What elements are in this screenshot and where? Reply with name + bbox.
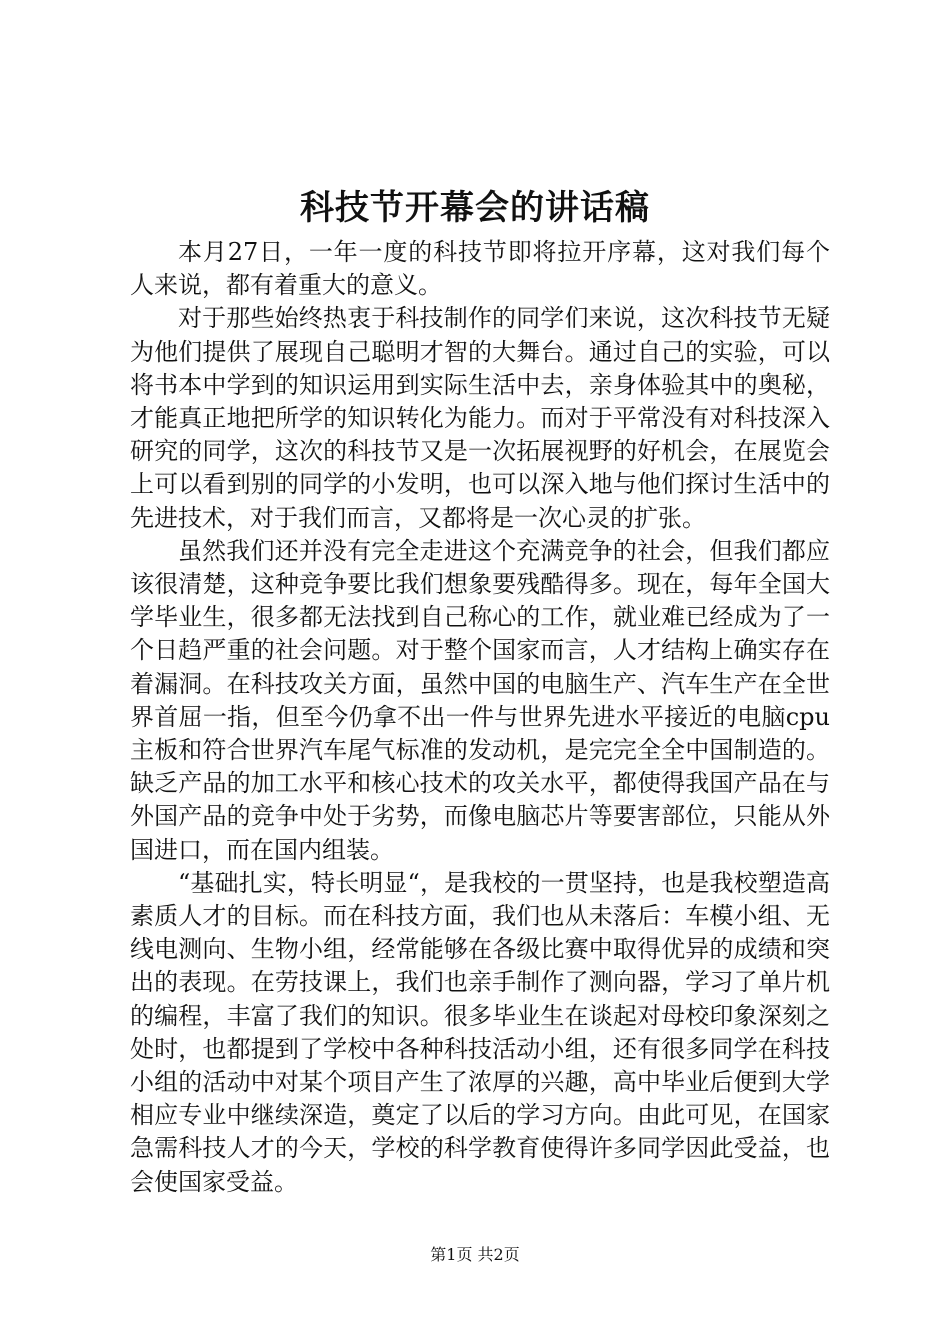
paragraph-3: 虽然我们还并没有完全走进这个充满竞争的社会，但我们都应该很清楚，这种竞争要比我们想象要残酷得多。现在，每年全国大学毕业生，很多都无法找到自己称心的工作，就业难已经成为了一个日趋严重的社会问题。对于整个国家而言，人才结构上确实存在着漏洞。在科技攻关方面，虽然中国的电脑生产、汽车生产在全世界首屈一指，但至今仍拿不出一件与世界先进水平接近的电脑cpu主板和符合世界汽车尾气标准的发动机，是完完全全中国制造的。缺乏产品的加工水平和核心技术的攻关水平，都使得我国产品在与外国产品的竞争中处于劣势，而像电脑芯片等要害部位，只能从外国进口，而在国内组装。	[130, 536, 830, 864]
paragraph-4: “基础扎实，特长明显“，是我校的一贯坚持，也是我校塑造高素质人才的目标。而在科技方面，我们也从未落后：车模小组、无线电测向、生物小组，经常能够在各级比赛中取得优异的成绩和突出的表现。在劳技课上，我们也亲手制作了测向器，学习了单片机的编程，丰富了我们的知识。很多毕业生在谈起对母校印象深刻之处时，也都提到了学校中各种科技活动小组，还有很多同学在科技小组的活动中对某个项目产生了浓厚的兴趣，高中毕业后便到大学相应专业中继续深造，奠定了以后的学习方向。由此可见，在国家急需科技人才的今天，学校的科学教育使得许多同学因此受益，也会使国家受益。	[130, 868, 830, 1196]
paragraph-2: 对于那些始终热衷于科技制作的同学们来说，这次科技节无疑为他们提供了展现自己聪明才智的大舞台。通过自己的实验，可以将书本中学到的知识运用到实际生活中去，亲身体验其中的奥秘，才能真正地把所学的知识转化为能力。而对于平常没有对科技深入研究的同学，这次的科技节又是一次拓展视野的好机会，在展览会上可以看到别的同学的小发明，也可以深入地与他们探讨生活中的先进技术，对于我们而言，又都将是一次心灵的扩张。	[130, 304, 830, 532]
document-body	[130, 236, 830, 1199]
paragraph-1: 本月27日，一年一度的科技节即将拉开序幕，这对我们每个人来说，都有着重大的意义。	[130, 238, 830, 300]
document-title: 科技节开幕会的讲话稿	[300, 188, 650, 228]
page-number-footer: 第1页 共2页	[430, 1245, 520, 1264]
